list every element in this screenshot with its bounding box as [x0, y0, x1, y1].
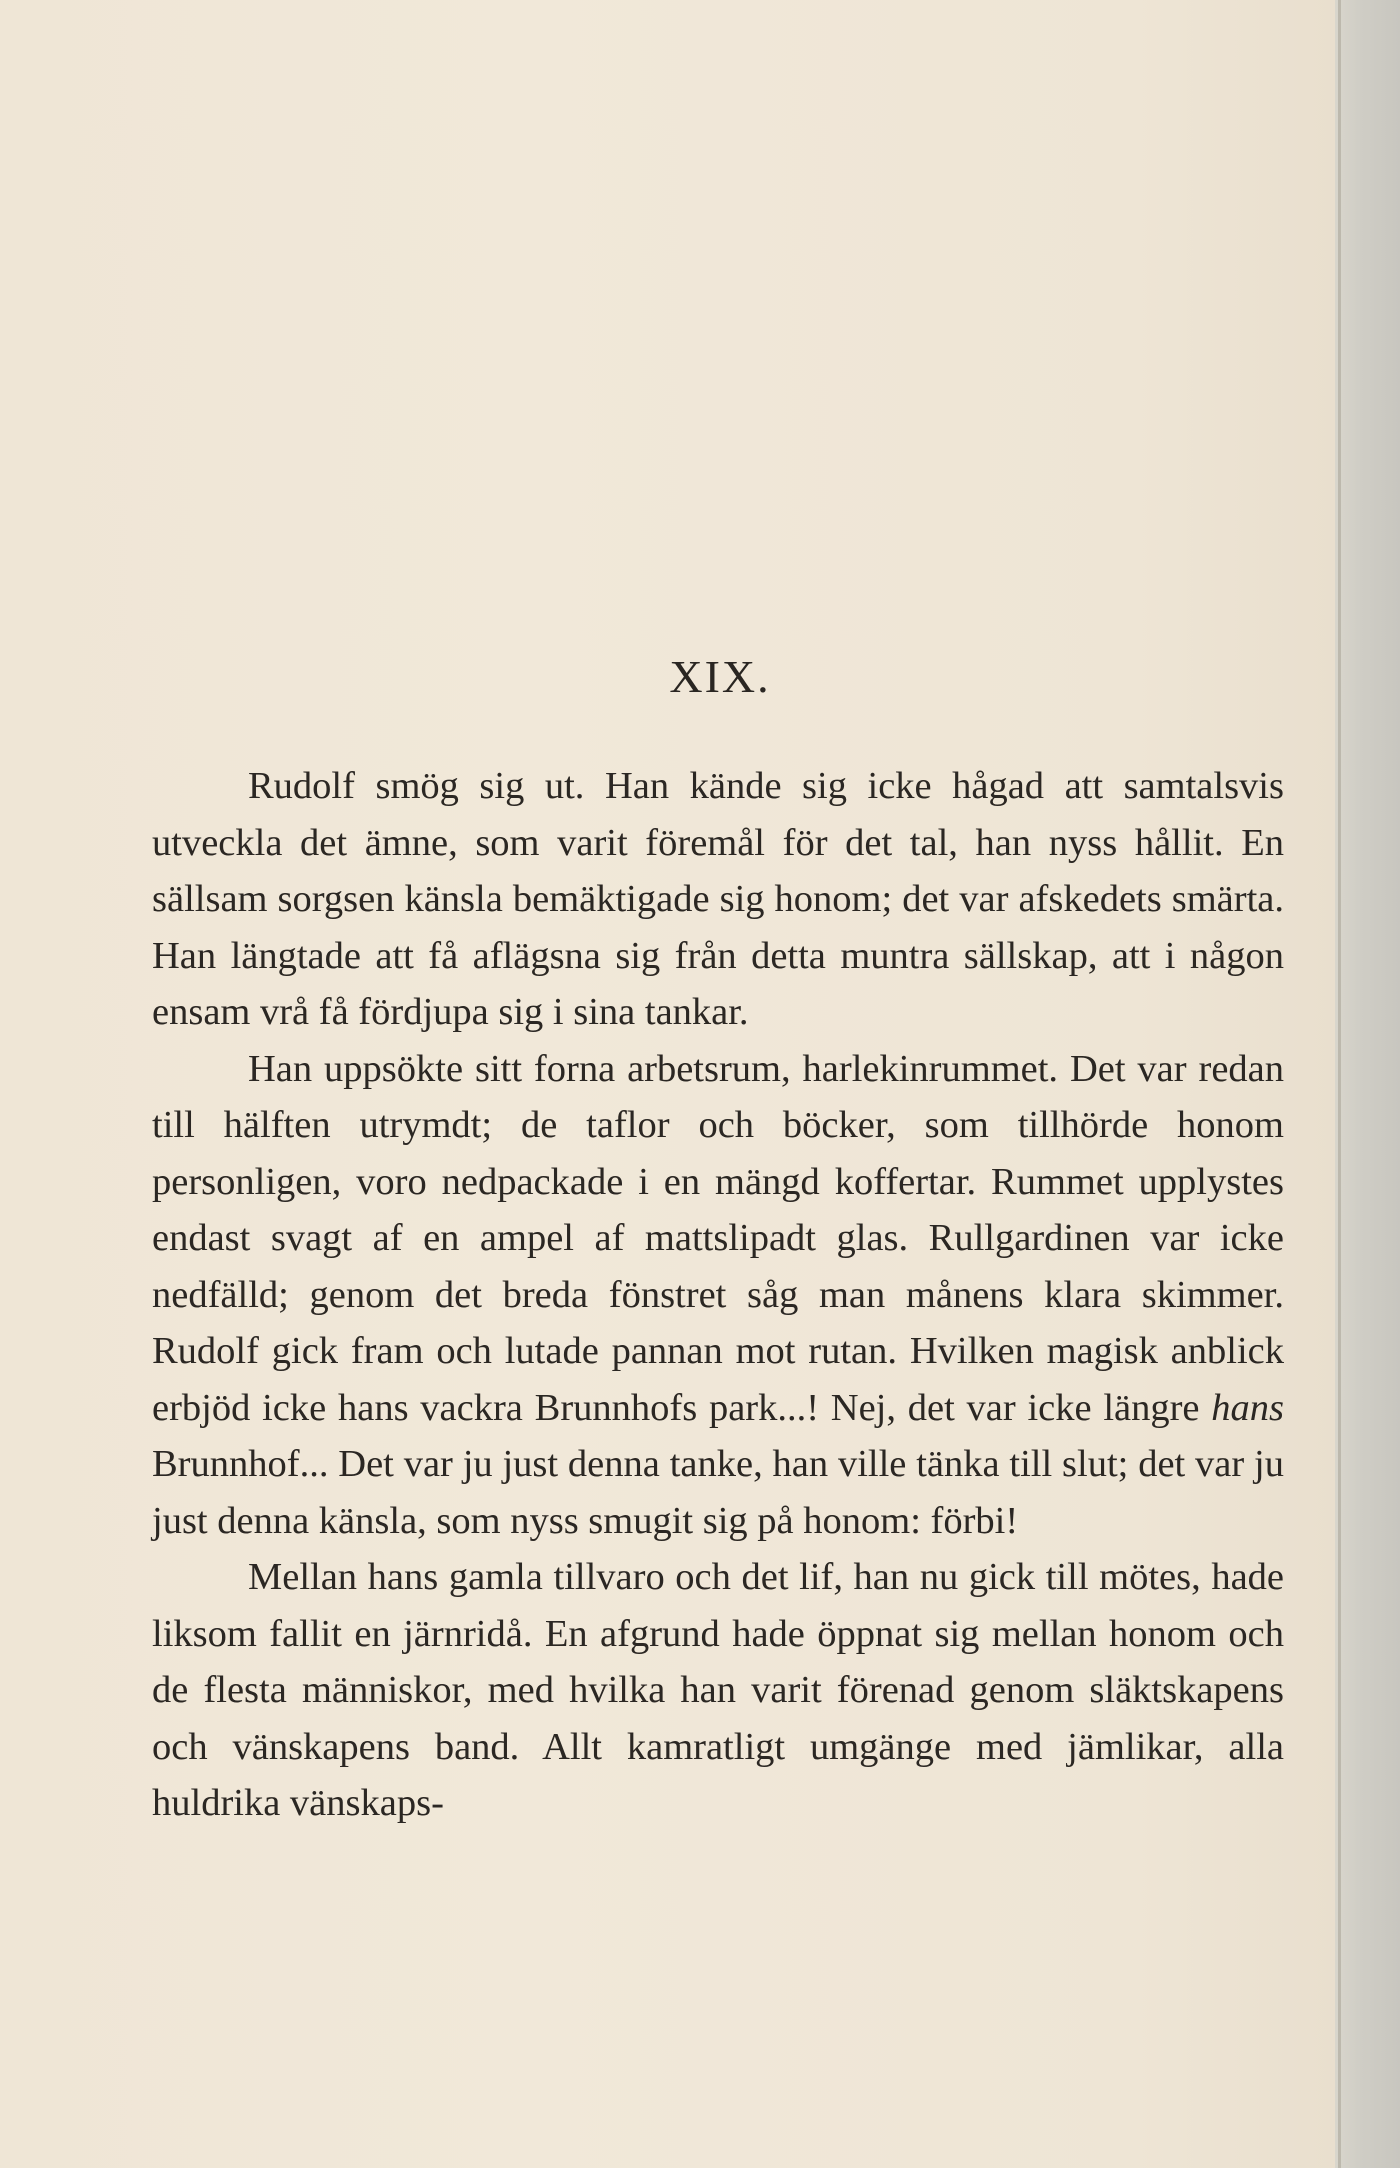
page-edge: [1335, 0, 1400, 2168]
page-edge-line: [1338, 0, 1341, 2168]
paragraph-2: [152, 1041, 1284, 1550]
paragraph-2-text-after: Brunnhof... Det var ju just denna tanke, han ville tänka till slut; det var ju just denna känsla, som nyss smugit sig på honom: förbi!: [152, 1443, 1284, 1542]
paragraph-1: Rudolf smög sig ut. Han kände sig icke hågad att samtalsvis utveckla det ämne, som varit föremål för det tal, han nyss hållit. En sällsam sorgsen känsla bemäktigade sig honom; det var afskedets smärta. Han längtade att få aflägsna sig från detta muntra sällskap, att i någon ensam vrå få fördjupa sig i sina tankar.: [152, 765, 1284, 1033]
paragraph-3: Mellan hans gamla tillvaro och det lif, han nu gick till mötes, hade liksom fallit en järnridå. En afgrund hade öppnat sig mellan honom och de flesta människor, med hvilka han varit förenad genom släktskapens och vänskapens band. Allt kamratligt umgänge med jämlikar, alla huldrika vänskaps-: [152, 1556, 1284, 1824]
paragraph-2-text-before: Han uppsökte sitt forna arbetsrum, harlekinrummet. Det var redan till hälften utrymdt; de taflor och böcker, som tillhörde honom personligen, voro nedpackade i en mängd koffertar. Rummet upplystes endast svagt af en ampel af mattslipadt glas. Rullgardinen var icke nedfälld; genom det breda fönstret såg man månens klara skimmer. Rudolf gick fram och lutade pannan mot rutan. Hvilken magisk anblick erbjöd icke hans vackra Brunnhofs park...! Nej, det var icke längre: [152, 1047, 1284, 1429]
paragraph-2-emphasis: hans: [1211, 1386, 1284, 1429]
chapter-body: [152, 758, 1284, 1832]
chapter-heading: XIX.: [669, 651, 771, 702]
